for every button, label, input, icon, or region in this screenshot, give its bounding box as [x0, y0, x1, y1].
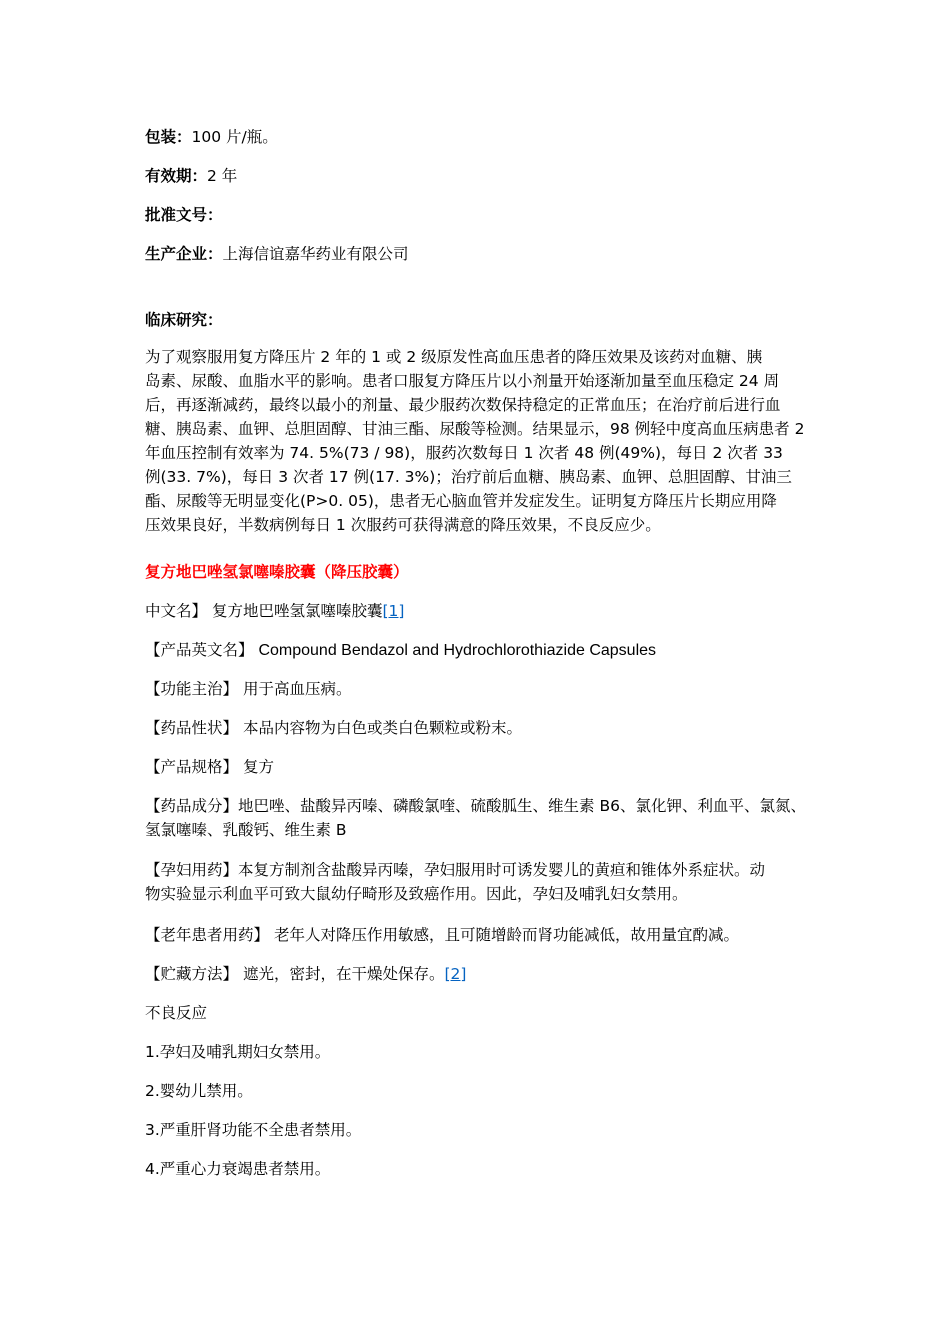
- drug-title: 复方地巴唑氢氯噻嗪胶囊（降压胶囊）: [145, 563, 409, 581]
- clinical-line: 为了观察服用复方降压片 2 年的 1 或 2 级原发性高血压患者的降压效果及该药对血糖、胰: [145, 348, 763, 366]
- clinical-line: 酯、尿酸等无明显变化(P>0. 05)，患者无心脑血管并发症发生。证明复方降压片长期应用降: [145, 492, 777, 510]
- validity-label: 有效期：: [145, 167, 208, 185]
- indication-label: 【功能主治】: [145, 680, 243, 698]
- cn-name-label: 中文名】: [145, 602, 212, 620]
- storage-label: 【贮藏方法】: [145, 965, 243, 983]
- spec-label: 【产品规格】: [145, 758, 243, 776]
- clinical-heading: 临床研究：: [145, 311, 223, 329]
- clinical-paragraph: [145, 345, 813, 537]
- adverse-heading: 不良反应: [145, 1004, 208, 1022]
- clinical-line: 年血压控制有效率为 74. 5%(73 / 98)，服药次数每日 1 次者 48 例(49%)，每日 2 次者 33: [145, 444, 783, 462]
- elderly-label: 【老年患者用药】: [145, 926, 274, 944]
- validity-value: 2 年: [207, 167, 238, 185]
- manufacturer-line: [145, 242, 409, 266]
- packaging-line: [145, 125, 278, 149]
- en-name-label: 【产品英文名】: [145, 641, 259, 659]
- manufacturer-label: 生产企业：: [145, 245, 223, 263]
- clinical-line: 糖、胰岛素、血钾、总胆固醇、甘油三酯、尿酸等检测。结果显示，98 例轻中度高血压病患者 2: [145, 420, 805, 438]
- indication-line: [145, 677, 351, 701]
- en-name-value: Compound Bendazol and Hydrochlorothiazide Capsules: [258, 642, 657, 659]
- manufacturer-value: 上海信谊嘉华药业有限公司: [222, 245, 409, 263]
- ingredients-label: 【药品成分】: [145, 797, 239, 815]
- clinical-line: 压效果良好，半数病例每日 1 次服药可获得满意的降压效果，不良反应少。: [145, 516, 661, 534]
- pregnancy-label: 【孕妇用药】: [145, 861, 239, 879]
- reference-link-2[interactable]: [2]: [444, 965, 467, 983]
- appearance-line: [145, 716, 522, 740]
- packaging-label: 包装：: [145, 128, 192, 146]
- pregnancy-block: [145, 858, 825, 906]
- cn-name-line: [145, 599, 404, 623]
- pregnancy-text: 本复方制剂含盐酸异丙嗪，孕妇服用时可诱发婴儿的黄疸和锥体外系症状。动: [238, 861, 766, 879]
- indication-value: 用于高血压病。: [242, 680, 352, 698]
- approval-line: [145, 203, 223, 227]
- appearance-label: 【药品性状】: [145, 719, 243, 737]
- elderly-value: 老年人对降压作用敏感，且可随增龄而肾功能减低，故用量宜酌减。: [273, 926, 739, 944]
- packaging-value: 100 片/瓶。: [191, 128, 278, 146]
- clinical-line: 岛素、尿酸、血脂水平的影响。患者口服复方降压片以小剂量开始逐渐加量至血压稳定 24 周: [145, 372, 780, 390]
- ingredients-line: [145, 794, 825, 818]
- validity-line: [145, 164, 237, 188]
- storage-value: 遮光，密封，在干燥处保存。: [242, 965, 445, 983]
- storage-line: [145, 962, 466, 986]
- ingredients-text: 地巴唑、盐酸异丙嗪、磷酸氯喹、硫酸胍生、维生素 B6、氯化钾、利血平、氯氮、: [238, 797, 806, 815]
- ingredients-line: 氢氯噻嗪、乳酸钙、维生素 B: [145, 821, 347, 839]
- reference-link-1[interactable]: [1]: [382, 602, 405, 620]
- ingredients-block: [145, 794, 825, 842]
- pregnancy-line: [145, 858, 825, 882]
- appearance-value: 本品内容物为白色或类白色颗粒或粉末。: [242, 719, 522, 737]
- pregnancy-line: 物实验显示利血平可致大鼠幼仔畸形及致癌作用。因此，孕妇及哺乳妇女禁用。: [145, 885, 688, 903]
- elderly-line: [145, 923, 739, 947]
- clinical-line: 后，再逐渐减药，最终以最小的剂量、最少服药次数保持稳定的正常血压；在治疗前后进行血: [145, 396, 781, 414]
- adverse-item: 4.严重心力衰竭患者禁用。: [145, 1160, 331, 1178]
- spec-value: 复方: [242, 758, 274, 776]
- adverse-item: 2.婴幼儿禁用。: [145, 1082, 253, 1100]
- cn-name-value: 复方地巴唑氢氯噻嗪胶囊: [211, 602, 383, 620]
- adverse-item: 1.孕妇及哺乳期妇女禁用。: [145, 1043, 331, 1061]
- spec-line: [145, 755, 274, 779]
- en-name-line: [145, 638, 656, 663]
- approval-label: 批准文号：: [145, 206, 223, 224]
- clinical-line: 例(33. 7%)，每日 3 次者 17 例(17. 3%)；治疗前后血糖、胰岛素、血钾、总胆固醇、甘油三: [145, 468, 792, 486]
- adverse-item: 3.严重肝肾功能不全患者禁用。: [145, 1121, 362, 1139]
